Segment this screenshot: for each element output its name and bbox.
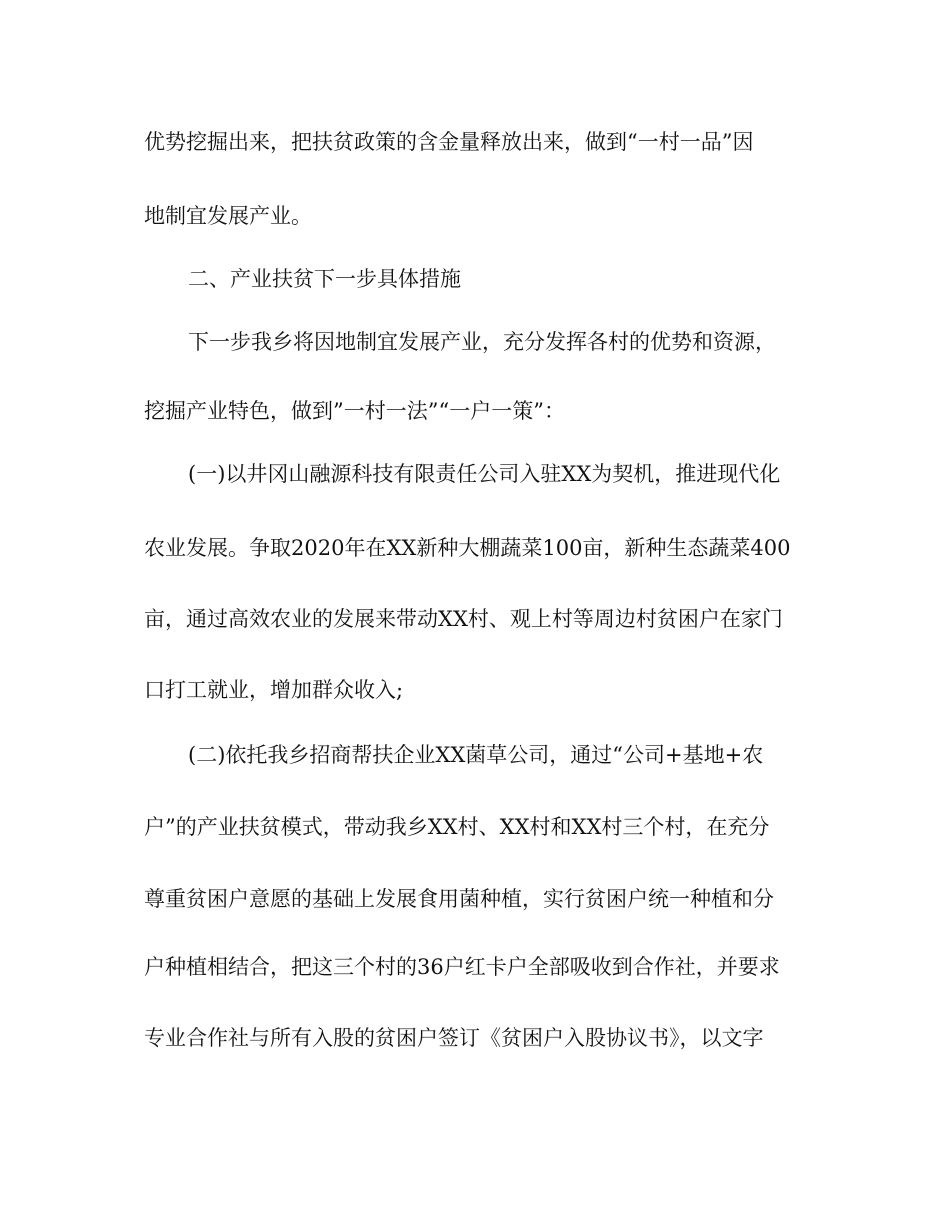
text-line-8: 亩，通过高效农业的发展来带动XX村、观上村等周边村贫困户在家门 — [144, 607, 783, 631]
text-line-10: (二)依托我乡招商帮扶企业XX菌草公司，通过“公司+基地+农 — [188, 743, 764, 767]
text-line-4: 下一步我乡将因地制宜发展产业，充分发挥各村的优势和资源， — [188, 330, 776, 354]
text-line-9: 口打工就业，增加群众收入; — [144, 678, 404, 702]
text-line-1: 优势挖掘出来，把扶贫政策的含金量释放出来，做到“一村一品”因 — [144, 130, 754, 154]
text-line-5: 挖掘产业特色，做到”一村一法”“一户一策”： — [144, 399, 565, 423]
text-line-14: 专业合作社与所有入股的贫困户签订《贫困户入股协议书》，以文字 — [144, 1026, 764, 1050]
text-line-2: 地制宜发展产业。 — [144, 204, 312, 228]
text-line-11: 户”的产业扶贫模式，带动我乡XX村、XX村和XX村三个村，在充分 — [144, 815, 770, 839]
text-line-7: 农业发展。争取2020年在XX新种大棚蔬菜100亩，新种生态蔬菜400 — [144, 536, 791, 560]
section-heading: 二、产业扶贫下一步具体措施 — [188, 267, 461, 291]
text-line-13: 户种植相结合，把这三个村的36户红卡户全部吸收到合作社，并要求 — [144, 955, 780, 979]
text-line-12: 尊重贫困户意愿的基础上发展食用菌种植，实行贫困户统一种植和分 — [144, 887, 774, 911]
text-line-6: (一)以井冈山融源科技有限责任公司入驻XX为契机，推进现代化 — [188, 462, 781, 486]
